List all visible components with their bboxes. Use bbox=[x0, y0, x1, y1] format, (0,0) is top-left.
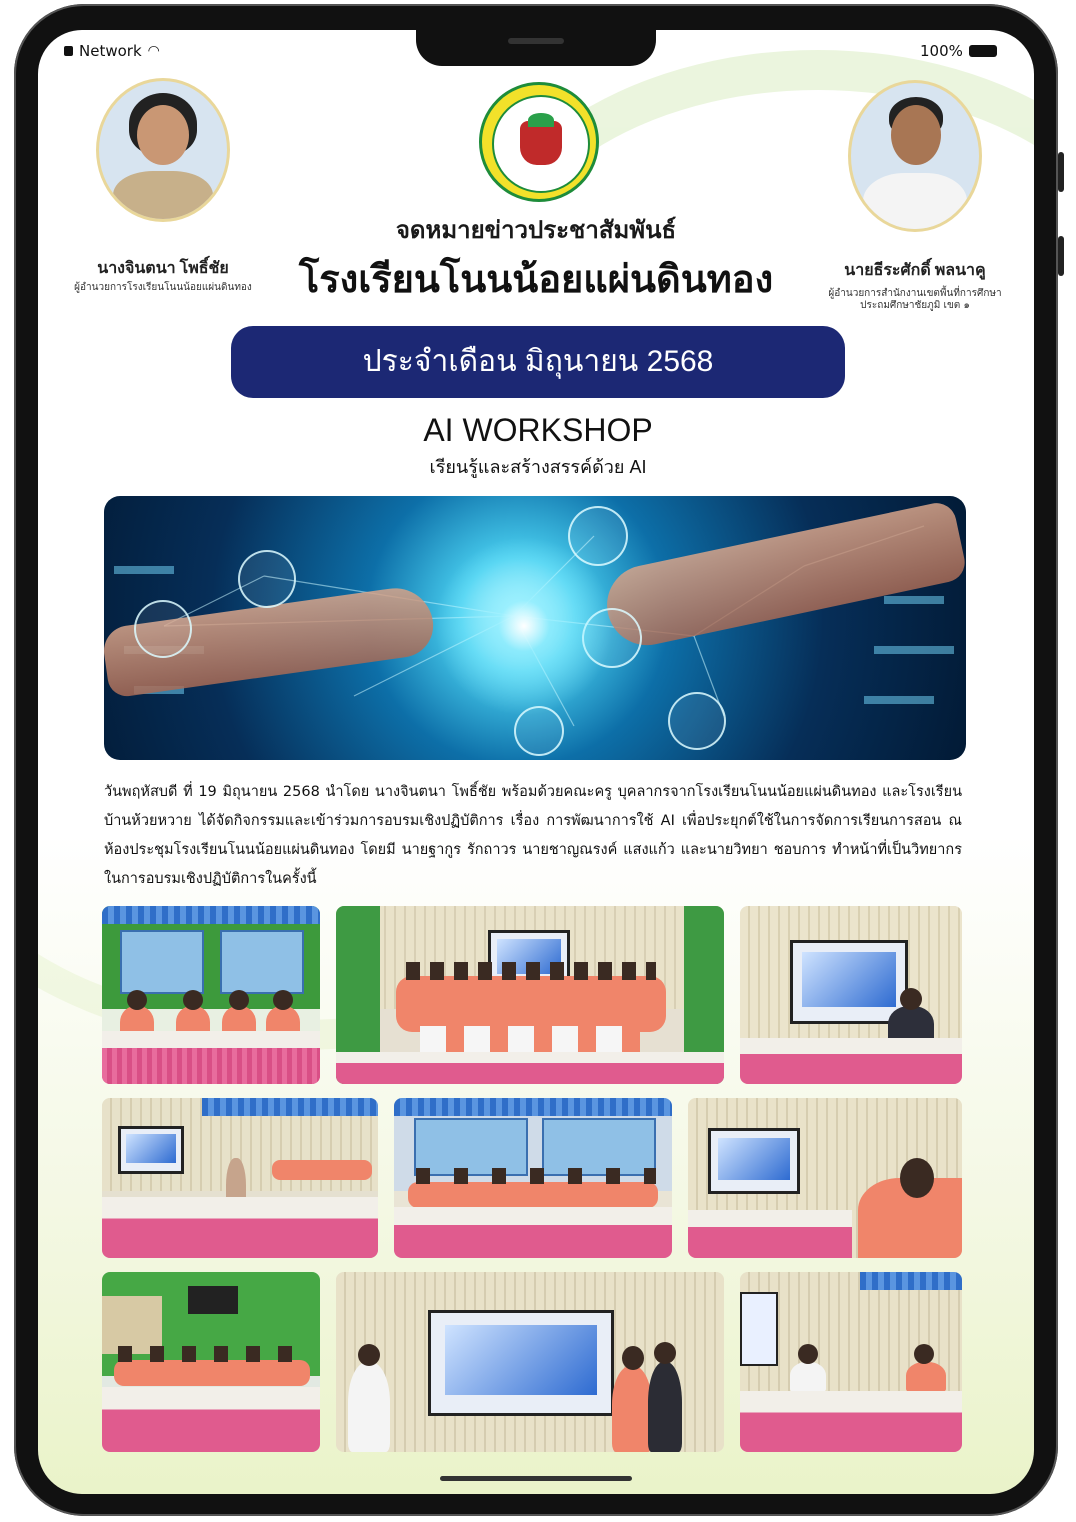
ai-hero-image bbox=[104, 496, 966, 760]
workshop-title: AI WORKSHOP bbox=[423, 412, 653, 448]
people-icon bbox=[134, 600, 192, 658]
status-right bbox=[920, 42, 997, 60]
battery-icon bbox=[969, 45, 997, 57]
right-person-role bbox=[810, 288, 1020, 312]
right-role-line2: ประถมศึกษาชัยภูมิ เขต ๑ bbox=[860, 300, 970, 311]
right-role-line1: ผู้อำนวยการสำนักงานเขตพื้นที่การศึกษา bbox=[828, 288, 1002, 299]
side-button bbox=[1058, 152, 1064, 192]
photo-9 bbox=[740, 1272, 962, 1452]
photo-7 bbox=[102, 1272, 320, 1452]
chart-icon bbox=[238, 550, 296, 608]
camera-notch bbox=[416, 30, 656, 66]
photo-6 bbox=[688, 1098, 962, 1258]
lock-icon bbox=[64, 46, 73, 56]
glow bbox=[434, 536, 614, 716]
news-paragraph: วันพฤหัสบดี ที่ 19 มิถุนายน 2568 นำโดย นางจินตนา โพธิ์ชัย พร้อมด้วยคณะครู บุคลากรจากโรงเรียนโนนน้อยแผ่นดินทอง และโรงเรียนบ้านห้วยหวาย ได้จัดกิจกรรมและเข้าร่วมการอบรมเชิงปฏิบัติการ เรื่อง การพัฒนาการใช้ AI เพื่อประยุกต์ใช้ในการจัดการเรียนการสอน ณ ห้องประชุมโรงเรียนโนนน้อยแผ่นดินทอง โดยมี นายฐากูร รักถาวร นายชาญณรงค์ แสงแก้ว และนายวิทยา ชอบการ ทำหน้าที่เป็นวิทยากรในการอบรมเชิงปฏิบัติการในครั้งนี้ bbox=[104, 784, 962, 887]
presentation-icon bbox=[668, 692, 726, 750]
school-logo bbox=[479, 82, 599, 202]
battery-label: 100% bbox=[920, 42, 963, 60]
photo-5 bbox=[394, 1098, 672, 1258]
photo-3 bbox=[740, 906, 962, 1084]
network-label: Network bbox=[79, 42, 142, 60]
left-person-name: นางจินตนา โพธิ์ชัย bbox=[97, 260, 229, 277]
month-banner: ประจำเดือน มิถุนายน 2568 bbox=[231, 326, 845, 398]
photo-8 bbox=[336, 1272, 724, 1452]
screen bbox=[38, 30, 1034, 1494]
right-portrait bbox=[848, 80, 982, 232]
school-name: โรงเรียนโนนน้อยแผ่นดินทอง bbox=[298, 259, 774, 301]
home-indicator bbox=[440, 1476, 632, 1481]
photo-4 bbox=[102, 1098, 378, 1258]
right-person-name: นายธีระศักดิ์ พลนาคู bbox=[844, 262, 986, 279]
photo-1 bbox=[102, 906, 320, 1084]
wifi-icon: ◠ bbox=[147, 43, 160, 59]
left-person-role: ผู้อำนวยการโรงเรียนโนนน้อยแผ่นดินทอง bbox=[74, 282, 252, 293]
left-portrait bbox=[96, 78, 230, 222]
workshop-subtitle: เรียนรู้และสร้างสรรค์ด้วย AI bbox=[429, 457, 647, 477]
status-left bbox=[64, 42, 160, 60]
side-button bbox=[1058, 236, 1064, 276]
newsletter-title: จดหมายข่าวประชาสัมพันธ์ bbox=[395, 218, 677, 244]
photo-2 bbox=[336, 906, 724, 1084]
